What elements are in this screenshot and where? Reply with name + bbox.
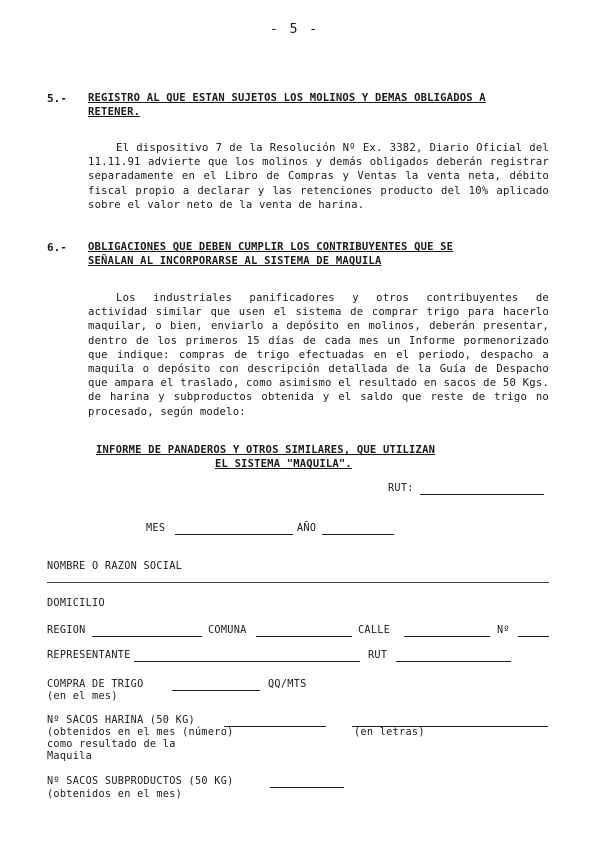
mes-field[interactable] (175, 534, 293, 535)
representante-field[interactable] (134, 661, 360, 662)
qq-label: QQ/MTS (268, 679, 307, 690)
sacos-subproductos-field[interactable] (270, 787, 344, 788)
sacos-subproductos-label: Nº SACOS SUBPRODUCTOS (50 KG) (47, 776, 234, 787)
page-number: - 5 - (270, 22, 320, 37)
rut-label: RUT: (388, 483, 414, 494)
sacos-subproductos-sub: (obtenidos en el mes) (47, 789, 183, 800)
rut-field[interactable] (420, 494, 544, 495)
comuna-label: COMUNA (208, 625, 247, 636)
section-5-number: 5.- (47, 92, 67, 105)
numero-label: Nº (497, 625, 510, 636)
mes-label: MES (146, 523, 166, 534)
ano-label: AÑO (297, 523, 317, 534)
sacos-harina-sub2: como resultado de la (47, 739, 176, 750)
domicilio-label: DOMICILIO (47, 598, 105, 609)
form-title-line2: EL SISTEMA "MAQUILA". (215, 458, 352, 470)
compra-sub: (en el mes) (47, 691, 118, 702)
rut2-field[interactable] (396, 661, 511, 662)
sacos-harina-sub1: (obtenidos en el mes (número) (47, 727, 234, 738)
ano-field[interactable] (322, 534, 394, 535)
section-6-title-line2: SEÑALAN AL INCORPORARSE AL SISTEMA DE MAQUILA (88, 255, 382, 267)
section-5-paragraph-text: El dispositivo 7 de la Resolución Nº Ex. 3382, Diario Oficial del 11.11.91 advierte que los molinos y demás obligados deberán registrar separadamente en el Libro de Compras y Ventas la venta neta, débito fiscal propio a declarar y las retenciones producto del 10% aplicado sobre el valor neto de la venta de harina. (88, 142, 549, 211)
representante-label: REPRESENTANTE (47, 650, 131, 661)
sacos-harina-number-field[interactable] (224, 726, 326, 727)
calle-field[interactable] (404, 636, 490, 637)
form-title-line1: INFORME DE PANADEROS Y OTROS SIMILARES, QUE UTILIZAN (96, 444, 436, 456)
nombre-label: NOMBRE O RAZON SOCIAL (47, 561, 183, 572)
en-letras-label: (en letras) (354, 727, 425, 738)
sacos-harina-label: Nº SACOS HARINA (50 KG) (47, 715, 195, 726)
compra-field[interactable] (172, 690, 260, 691)
section-5-title-line1: REGISTRO AL QUE ESTAN SUJETOS LOS MOLINOS Y DEMAS OBLIGADOS A (88, 92, 486, 104)
nombre-field[interactable] (47, 582, 549, 583)
section-6-number: 6.- (47, 241, 67, 254)
section-6-title-line1: OBLIGACIONES QUE DEBEN CUMPLIR LOS CONTRIBUYENTES QUE SE (88, 241, 454, 253)
section-5-paragraph (88, 141, 549, 212)
section-6-paragraph-text: Los industriales panificadores y otros contribuyentes de actividad similar que usen el sistema de comprar trigo para hacerlo maquilar, o bien, enviarlo a depósito en molinos, deberán presentar, dentro de los primeros 15 días de cada mes un Informe pormenorizado que indique: compras de trigo efectuadas en el periodo, despacho a maquila o depósito con descripción detallada de la Guía de Despacho que ampara el traslado, como asimismo el resultado en sacos de 50 Kgs. de harina y subproductos obtenida y el saldo que reste de trigo no procesado, según modelo: (88, 292, 549, 418)
section-5-title-line2: RETENER. (88, 106, 141, 118)
section-6-paragraph (88, 291, 549, 419)
numero-field[interactable] (518, 636, 549, 637)
region-label: REGION (47, 625, 86, 636)
sacos-harina-sub3: Maquila (47, 751, 93, 762)
compra-label: COMPRA DE TRIGO (47, 679, 144, 690)
calle-label: CALLE (358, 625, 391, 636)
region-field[interactable] (92, 636, 202, 637)
comuna-field[interactable] (256, 636, 352, 637)
rut2-label: RUT (368, 650, 388, 661)
